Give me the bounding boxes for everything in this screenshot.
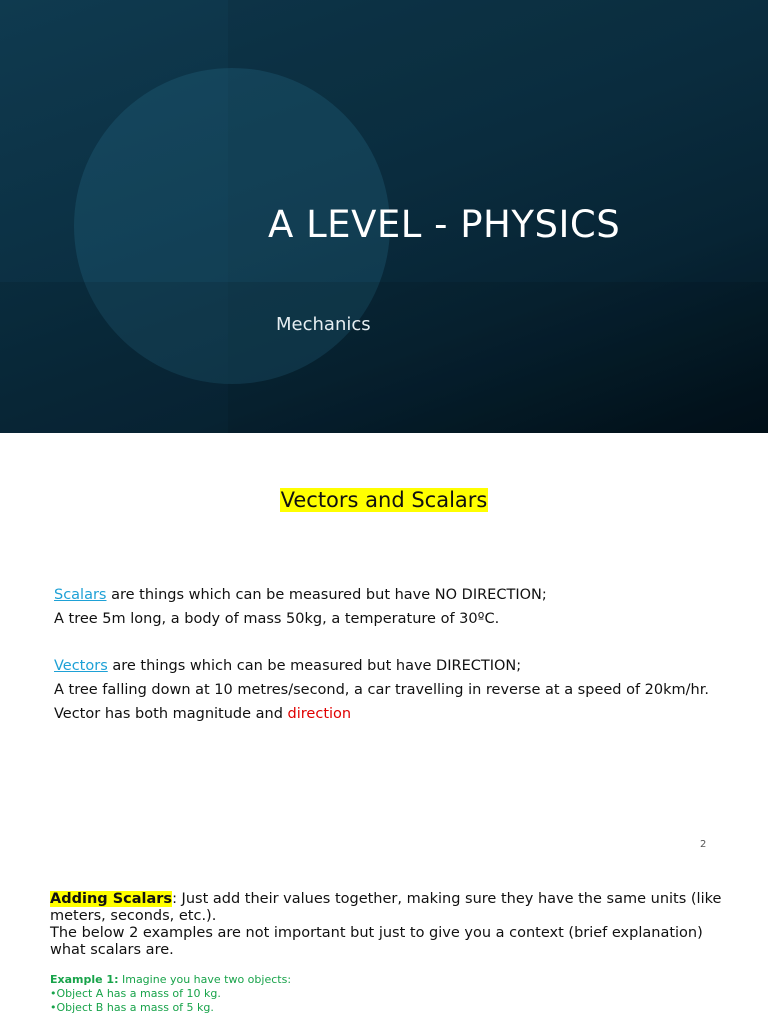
- adding-scalars-label: Adding Scalars: [50, 891, 173, 907]
- bullet-object-b: •Object B has a mass of 5 kg.: [50, 1001, 214, 1014]
- heading-text: Vectors and Scalars: [280, 488, 488, 512]
- example-text: Imagine you have two objects:: [118, 973, 292, 986]
- title-slide: [0, 0, 768, 433]
- adding-scalars-block: [50, 891, 740, 959]
- vectors-scalars-heading: [0, 488, 768, 512]
- magnitude-line: [54, 706, 351, 722]
- vectors-link[interactable]: Vectors: [54, 658, 108, 674]
- scalars-example: A tree 5m long, a body of mass 50kg, a temperature of 30ºC.: [54, 611, 500, 627]
- adding-scalars-text: : Just add their values together, making sure they have the same units (like meters, seconds, etc.).: [50, 891, 722, 924]
- direction-word: direction: [287, 706, 352, 722]
- vectors-definition: [54, 658, 521, 674]
- context-paragraph: The below 2 examples are not important but just to give you a context (brief explanation) what scalars are.: [50, 925, 703, 958]
- vectors-def-text: are things which can be measured but have DIRECTION;: [107, 658, 522, 674]
- example-line: [50, 973, 291, 986]
- adding-scalars-paragraph: [50, 891, 740, 925]
- vectors-example: A tree falling down at 10 metres/second, a car travelling in reverse at a speed of 20km/hr.: [54, 682, 709, 698]
- background-band-horizontal: [0, 282, 768, 433]
- bullet-object-a: •Object A has a mass of 10 kg.: [50, 987, 221, 1000]
- scalars-def-text: are things which can be measured but have NO DIRECTION;: [106, 587, 547, 603]
- scalars-definition: [54, 587, 547, 603]
- example-label: Example 1:: [50, 973, 119, 986]
- magnitude-prefix: Vector has both magnitude and: [54, 706, 288, 722]
- page-number: 2: [700, 839, 707, 850]
- scalars-link[interactable]: Scalars: [54, 587, 107, 603]
- slide-subtitle: Mechanics: [276, 314, 371, 335]
- slide-title: A LEVEL - PHYSICS: [268, 203, 621, 246]
